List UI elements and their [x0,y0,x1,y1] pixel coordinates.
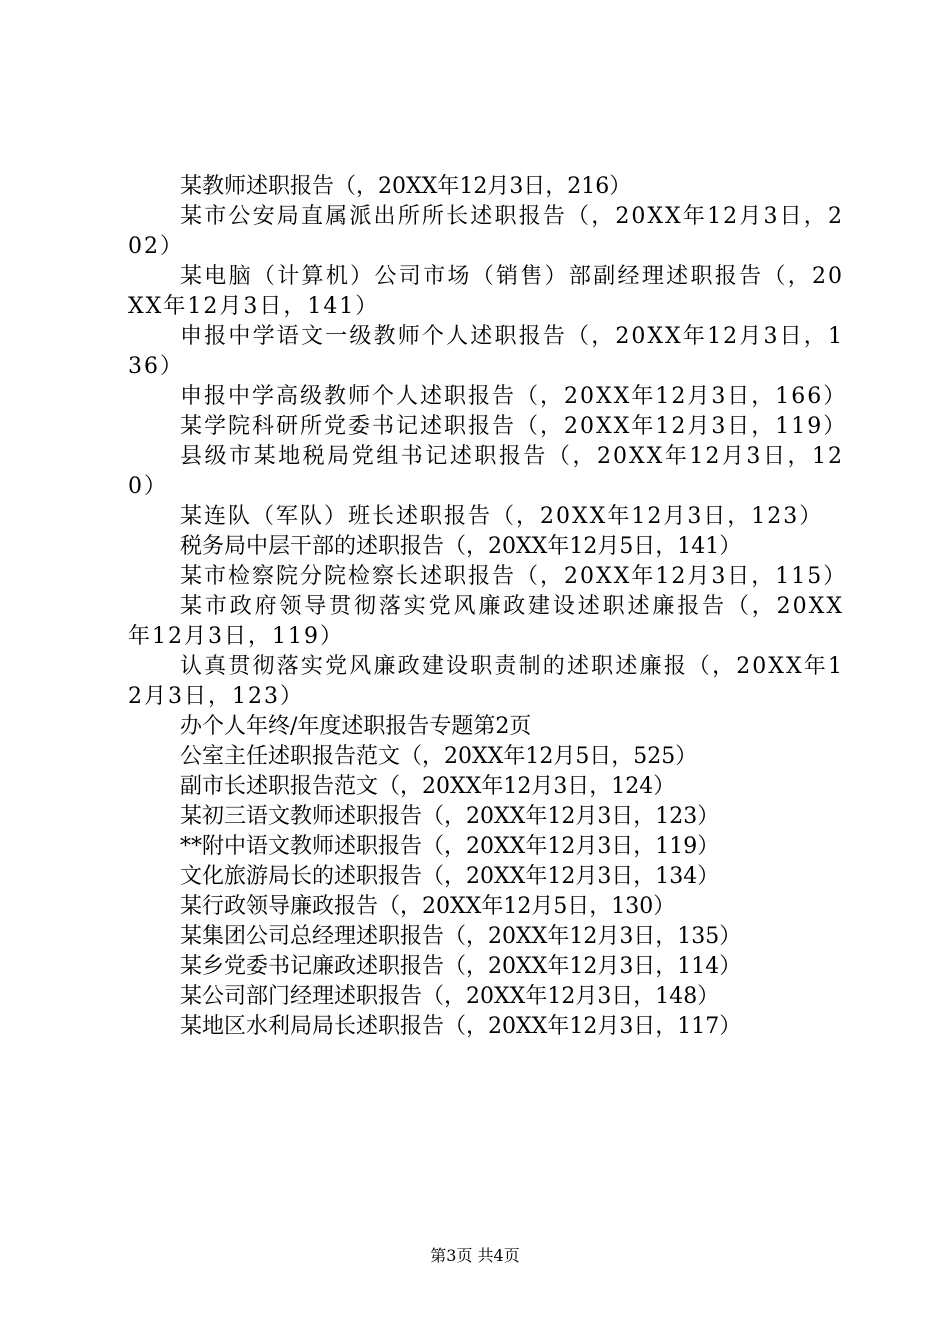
list-item: 副市长述职报告范文（，20XX年12月3日，124） [180,774,676,799]
list-item: 税务局中层干部的述职报告（，20XX年12月5日，141） [180,534,742,559]
list-item: 某集团公司总经理述职报告（，20XX年12月3日，135） [180,924,742,949]
list-item: 某市政府领导贯彻落实党风廉政建设述职述廉报告（，20XX年12月3日，119） [128,594,844,649]
list-item: 申报中学语文一级教师个人述职报告（，20XX年12月3日，136） [128,324,844,379]
list-item: 某连队（军队）班长述职报告（，20XX年12月3日，123） [180,504,824,529]
list-item: 某市公安局直属派出所所长述职报告（，20XX年12月3日，202） [128,204,844,259]
list-item: 文化旅游局长的述职报告（，20XX年12月3日，134） [180,864,720,889]
list-item: 某教师述职报告（，20XX年12月3日，216） [180,174,632,199]
list-item: 认真贯彻落实党风廉政建设职责制的述职述廉报（，20XX年12月3日，123） [128,654,844,709]
list-item: 某地区水利局局长述职报告（，20XX年12月3日，117） [180,1014,742,1039]
document-body [128,172,848,1042]
list-item: 某公司部门经理述职报告（，20XX年12月3日，148） [180,984,720,1009]
list-item: 某行政领导廉政报告（，20XX年12月5日，130） [180,894,676,919]
list-item: 办个人年终/年度述职报告专题第2页 [180,714,532,739]
list-item: 某市检察院分院检察长述职报告（，20XX年12月3日，115） [180,564,848,589]
list-item: 某初三语文教师述职报告（，20XX年12月3日，123） [180,804,720,829]
list-item: **附中语文教师述职报告（，20XX年12月3日，119） [180,834,720,859]
list-item: 县级市某地税局党组书记述职报告（，20XX年12月3日，120） [128,444,844,499]
list-item: 某学院科研所党委书记述职报告（，20XX年12月3日，119） [180,414,848,439]
page-number-footer: 第3页 共4页 [430,1246,520,1265]
list-item: 某电脑（计算机）公司市场（销售）部副经理述职报告（，20XX年12月3日，141） [128,264,844,319]
list-item: 公室主任述职报告范文（，20XX年12月5日，525） [180,744,698,769]
list-item: 申报中学高级教师个人述职报告（，20XX年12月3日，166） [180,384,848,409]
list-item: 某乡党委书记廉政述职报告（，20XX年12月3日，114） [180,954,742,979]
